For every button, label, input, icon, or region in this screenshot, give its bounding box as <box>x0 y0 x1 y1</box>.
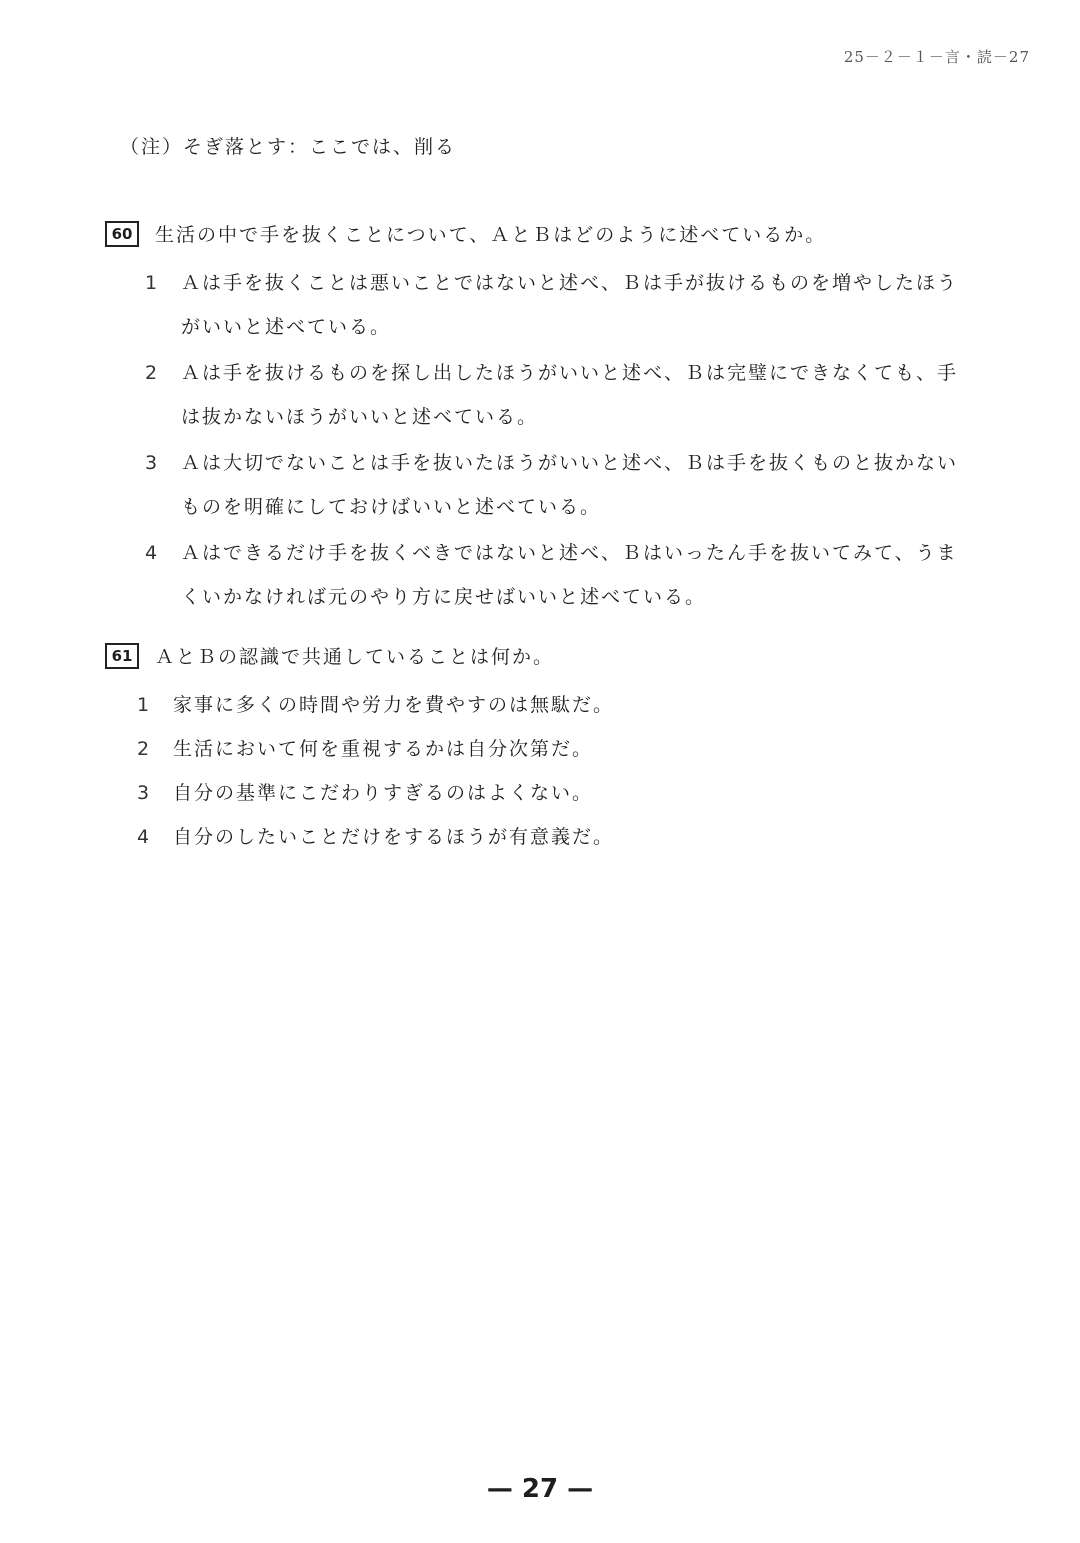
question-61-heading <box>105 642 965 669</box>
choice-text: 自分の基準にこだわりすぎるのはよくない。 <box>173 782 594 804</box>
choice-number: 4 <box>145 542 160 564</box>
question-prompt: 生活の中で手を抜くことについて、ＡとＢはどのように述べているか。 <box>155 224 827 246</box>
choice-text: 家事に多くの時間や労力を費やすのは無駄だ。 <box>173 694 615 716</box>
question-number-box: 60 <box>105 221 139 247</box>
answer-choice[interactable] <box>105 351 965 439</box>
choice-text: 生活において何を重視するかは自分次第だ。 <box>173 738 594 760</box>
choice-text: 自分のしたいことだけをするほうが有意義だ。 <box>173 826 615 848</box>
page-header-code: 25－２－１－言・読－27 <box>843 48 1030 66</box>
choice-text: Ａは大切でないことは手を抜いたほうがいいと述べ、Ｂは手を抜くものと抜かないものを明確にしておけばいいと述べている。 <box>181 452 959 518</box>
answer-choice[interactable] <box>105 441 965 529</box>
choice-text: Ａは手を抜けるものを探し出したほうがいいと述べ、Ｂは完璧にできなくても、手は抜かないほうがいいと述べている。 <box>181 362 959 428</box>
choice-number: 1 <box>137 694 152 716</box>
answer-choice[interactable] <box>105 727 965 771</box>
question-prompt: ＡとＢの認識で共通していることは何か。 <box>155 646 555 668</box>
choice-text: Ａはできるだけ手を抜くべきではないと述べ、Ｂはいったん手を抜いてみて、うまくいかなければ元のやり方に戻せばいいと述べている。 <box>181 542 958 608</box>
choice-text: Ａは手を抜くことは悪いことではないと述べ、Ｂは手が抜けるものを増やしたほうがいいと述べている。 <box>181 272 959 338</box>
question-61 <box>105 642 965 859</box>
question-number-box: 61 <box>105 643 139 669</box>
choice-number: 2 <box>145 362 160 384</box>
vocabulary-note: （注）そぎ落とす：ここでは、削る <box>120 136 457 158</box>
question-60-heading <box>105 220 965 247</box>
answer-choice[interactable] <box>105 531 965 619</box>
answer-choice[interactable] <box>105 261 965 349</box>
answer-choices <box>105 683 965 859</box>
answer-choice[interactable] <box>105 683 965 727</box>
choice-number: 2 <box>137 738 152 760</box>
question-60 <box>105 220 965 621</box>
choice-number: 3 <box>137 782 152 804</box>
answer-choice[interactable] <box>105 815 965 859</box>
answer-choices <box>105 261 965 619</box>
choice-number: 4 <box>137 826 152 848</box>
choice-number: 1 <box>145 272 160 294</box>
choice-number: 3 <box>145 452 160 474</box>
page-number: — 27 — <box>486 1474 594 1504</box>
answer-choice[interactable] <box>105 771 965 815</box>
